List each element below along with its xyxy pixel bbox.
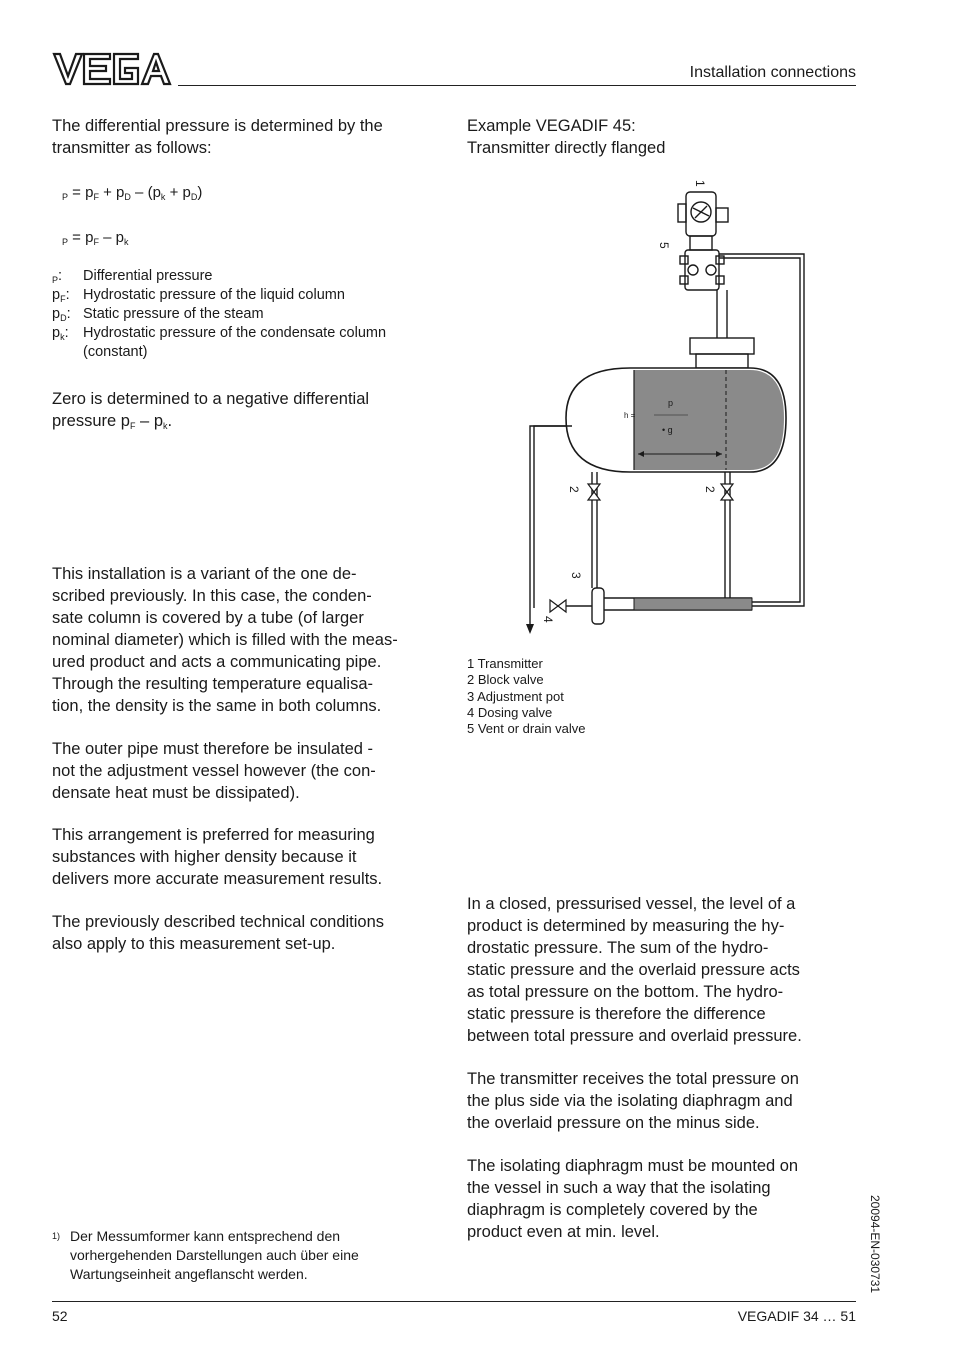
diagram-label-2a: 2 bbox=[567, 486, 581, 493]
vega-logo bbox=[52, 50, 172, 88]
preferred-paragraph: This arrangement is preferred for measuring substances with higher density because it delivers more accurate measurement results. bbox=[52, 826, 383, 888]
page-number: 52 bbox=[52, 1308, 68, 1324]
insulated-paragraph: The outer pipe must therefore be insulated - not the adjustment vessel however (the con- densate heat must be dissipated). bbox=[52, 740, 376, 802]
section-title: Installation connections bbox=[689, 64, 856, 81]
flange-icon bbox=[690, 290, 754, 368]
legend-item: 1 Transmitter bbox=[467, 656, 543, 671]
closed-vessel-paragraph: In a closed, pressurised vessel, the level of a product is determined by measuring the hy- drostatic pressure. The sum of the hydro- static pressure and the overlaid pressure acts as total pressure on the bottom. The hydro- static pressure is therefore the difference between total pressure and overlaid pressure. bbox=[467, 895, 802, 1045]
example-title: Example VEGADIF 45: Transmitter directly flanged bbox=[467, 117, 666, 157]
footer-rule bbox=[52, 1301, 856, 1302]
legend-item: 5 Vent or drain valve bbox=[467, 721, 586, 737]
legend-item: 4 Dosing valve bbox=[467, 704, 553, 720]
variant-paragraph: This installation is a variant of the one de- scribed previously. In this case, the conden- sate column is covered by a tube (of larger nominal diameter) which is filled with the meas- ured product and acts a communicating pipe. Through the resulting temperature equalisa- tion, the density is the same in both columns. bbox=[52, 565, 398, 715]
vessel-icon bbox=[566, 368, 786, 472]
definition-continuation: (constant) bbox=[83, 344, 148, 360]
diagram-legend bbox=[467, 656, 767, 737]
product-name: VEGADIF 34 … 51 bbox=[737, 1308, 856, 1324]
diagram-h-label: h = bbox=[624, 411, 636, 420]
diagram-p-label: p bbox=[668, 398, 674, 408]
footnote-mark: 1) bbox=[52, 1231, 61, 1241]
diagram-label-4: 4 bbox=[541, 616, 555, 623]
formula-1: $_P = p_F + p_D - (p_k + p_D)$ bbox=[62, 184, 203, 202]
transmitter-icon bbox=[678, 192, 728, 290]
definition-row: $p_D$: Static pressure of the steam bbox=[52, 306, 264, 323]
definitions-list bbox=[52, 267, 452, 362]
intro-paragraph: The differential pressure is determined by the transmitter as follows: bbox=[52, 117, 383, 157]
diagram-label-1: 1 bbox=[693, 180, 707, 187]
diagram-g-label: • g bbox=[662, 425, 673, 435]
diagram-label-3: 3 bbox=[569, 572, 583, 579]
diaphragm-paragraph: The isolating diaphragm must be mounted on the vessel in such a way that the isolating diaphragm is completely covered by the product even at min. level. bbox=[467, 1157, 799, 1241]
installation-diagram bbox=[520, 168, 820, 638]
definition-row: $p_F$: Hydrostatic pressure of the liquid column bbox=[52, 287, 345, 304]
flow-arrow-icon bbox=[526, 624, 534, 634]
legend-item: 3 Adjustment pot bbox=[467, 688, 564, 704]
diagram-label-2b: 2 bbox=[703, 486, 717, 493]
formula-2: $_P = p_F - p_k$ bbox=[62, 229, 129, 247]
definition-row: $_P$: Differential pressure bbox=[52, 268, 213, 285]
diagram-label-5: 5 bbox=[657, 242, 671, 249]
conditions-paragraph: The previously described technical conditions also apply to this measurement set-up. bbox=[52, 913, 385, 953]
transmitter-paragraph: The transmitter receives the total pressure on the plus side via the isolating diaphragm and the overlaid pressure on the minus side. bbox=[467, 1070, 799, 1132]
footnote: 1) Der Messumformer kann entsprechend den vorhergehenden Darstellungen auch über eine Wartungseinheit angeflanscht werden. bbox=[52, 1228, 359, 1282]
legend-item: 2 Block valve bbox=[467, 672, 544, 688]
doc-reference: 20094-EN-030731 bbox=[868, 1195, 882, 1294]
definition-row: $p_k$: Hydrostatic pressure of the condensate column bbox=[52, 325, 387, 342]
dosing-valve-icon bbox=[550, 600, 566, 612]
header-rule bbox=[178, 85, 856, 86]
zero-paragraph: Zero is determined to a negative differential pressure $p_F - p_k$. bbox=[52, 390, 370, 431]
